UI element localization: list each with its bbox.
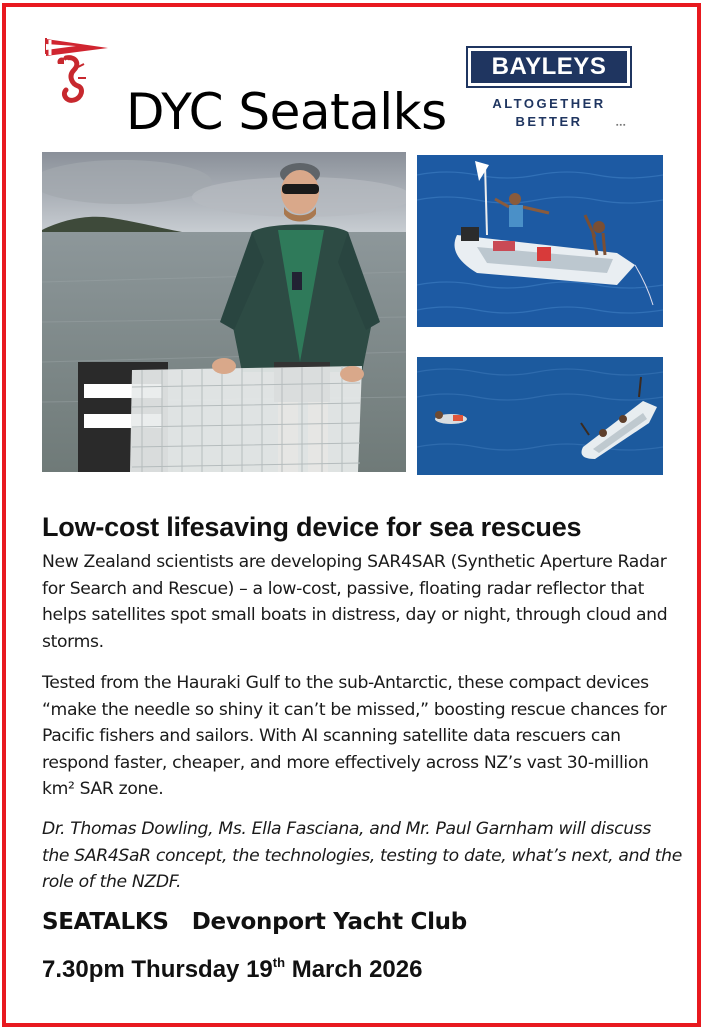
event-venue: Devonport Yacht Club	[191, 909, 467, 935]
man-holding-radar-reflector-photo	[42, 152, 406, 472]
speakers-paragraph: Dr. Thomas Dowling, Ms. Ella Fasciana, and Mr. Paul Garnham will discuss the SAR4SaR concept, the technologies, testing to date, what’s next, and the role of the NZDF.	[42, 819, 682, 892]
article-paragraph-1: New Zealand scientists are developing SAR4SAR (Synthetic Aperture Radar for Search and Rescue) – a low-cost, passive, floating radar reflector that helps satellites spot small boats in distress, day or night, through cloud and storms.	[42, 552, 668, 652]
event-time: 7.30pm Thursday 19	[42, 956, 273, 983]
bayleys-mark: ▪▪▪	[616, 122, 627, 129]
event-date-rest: March 2026	[285, 956, 423, 983]
boat-crew-waving-photo	[417, 155, 663, 327]
bayleys-name: BAYLEYS	[471, 51, 627, 83]
bayleys-logo	[466, 46, 636, 134]
seahorse-burgee-logo-icon	[36, 34, 112, 106]
bayleys-tagline-2: BETTER	[515, 114, 583, 129]
page-title: DYC Seatalks	[126, 83, 447, 141]
article-headline: Low-cost lifesaving device for sea rescues	[42, 512, 582, 542]
bayleys-wordmark-box	[466, 46, 632, 88]
event-series: SEATALKS	[42, 909, 169, 935]
bayleys-tagline-1: ALTOGETHER	[492, 96, 606, 111]
boat-swimmer-rescue-photo	[417, 357, 663, 475]
event-date-suffix: th	[272, 955, 286, 970]
event-date-line	[42, 955, 422, 984]
event-venue-line	[42, 909, 467, 935]
article-paragraph-2: Tested from the Hauraki Gulf to the sub-Antarctic, these compact devices “make the needle so shiny it can’t be missed,” boosting rescue chances for Pacific fishers and sailors. With AI scanning satellite data rescuers can respond faster, cheaper, and more effectively across NZ’s vast 30-million km² SAR zone.	[42, 673, 667, 799]
